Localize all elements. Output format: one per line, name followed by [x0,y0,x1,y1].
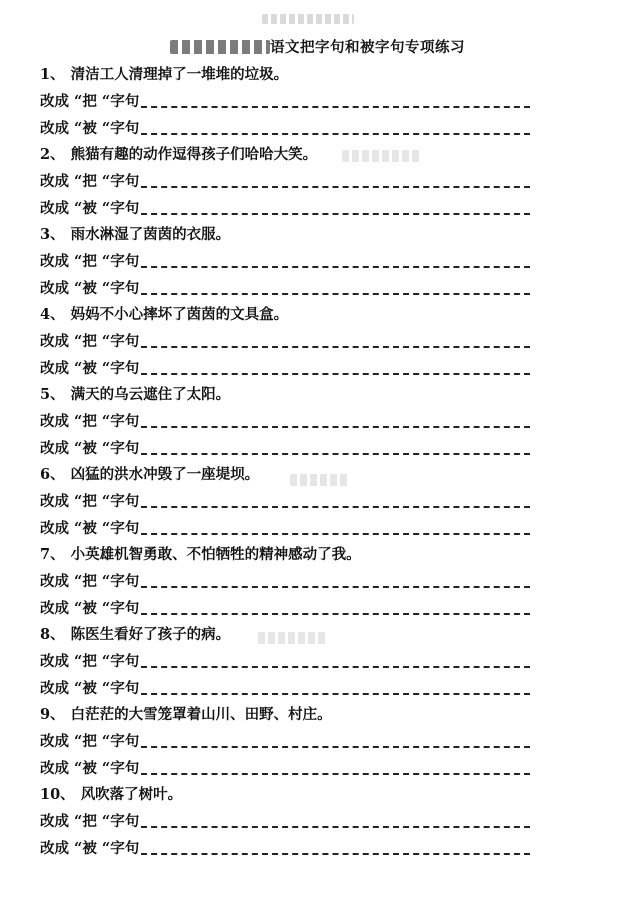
answer-blank[interactable] [141,746,530,748]
ba-answer-row [40,88,530,115]
exercise-item [40,62,530,142]
ba-label: 改成 “把 “字句 [40,253,140,270]
exercise-list [40,62,530,862]
exercise-item [40,622,530,702]
question-sentence [40,782,530,808]
question-number: 4、 [40,306,65,323]
bei-label: 改成 “被 “字句 [40,840,140,857]
answer-blank[interactable] [141,586,530,588]
bei-label: 改成 “被 “字句 [40,280,140,297]
exercise-item [40,542,530,622]
answer-blank[interactable] [141,693,530,695]
bei-answer-row [40,195,530,222]
question-text: 陈医生看好了孩子的病。 [70,626,231,643]
question-number: 2、 [40,146,65,163]
bei-label: 改成 “被 “字句 [40,440,140,457]
bei-answer-row [40,755,530,782]
answer-blank[interactable] [141,213,530,215]
answer-blank[interactable] [141,426,530,428]
ba-label: 改成 “把 “字句 [40,493,140,510]
question-sentence [40,302,530,328]
ba-answer-row [40,408,530,435]
worksheet-title: 语文把字句和被字句专项练习 [270,39,465,56]
question-number: 5、 [40,386,65,403]
question-number: 8、 [40,626,65,643]
answer-blank[interactable] [141,773,530,775]
exercise-item [40,142,530,222]
question-text: 雨水淋湿了茵茵的衣服。 [70,226,231,243]
question-sentence [40,222,530,248]
bei-answer-row [40,595,530,622]
answer-blank[interactable] [141,666,530,668]
ba-answer-row [40,568,530,595]
ba-label: 改成 “把 “字句 [40,413,140,430]
question-sentence [40,622,530,648]
answer-blank[interactable] [141,133,530,135]
question-number: 7、 [40,546,65,563]
exercise-item [40,782,530,862]
bei-label: 改成 “被 “字句 [40,760,140,777]
exercise-item [40,302,530,382]
bei-label: 改成 “被 “字句 [40,520,140,537]
answer-blank[interactable] [141,373,530,375]
answer-blank[interactable] [141,293,530,295]
question-number: 6、 [40,466,65,483]
ba-answer-row [40,168,530,195]
answer-blank[interactable] [141,346,530,348]
bei-label: 改成 “被 “字句 [40,360,140,377]
question-text: 满天的乌云遮住了太阳。 [70,386,231,403]
question-text: 熊猫有趣的动作逗得孩子们哈哈大笑。 [70,146,318,163]
bei-answer-row [40,355,530,382]
ba-label: 改成 “把 “字句 [40,733,140,750]
answer-blank[interactable] [141,453,530,455]
question-text: 凶猛的洪水冲毁了一座堤坝。 [70,466,260,483]
ba-answer-row [40,488,530,515]
ba-label: 改成 “把 “字句 [40,653,140,670]
bei-label: 改成 “被 “字句 [40,120,140,137]
question-sentence [40,462,530,488]
ba-label: 改成 “把 “字句 [40,93,140,110]
question-sentence [40,382,530,408]
ba-answer-row [40,728,530,755]
bei-answer-row [40,675,530,702]
bei-answer-row [40,275,530,302]
question-text: 白茫茫的大雪笼罩着山川、田野、村庄。 [70,706,332,723]
answer-blank[interactable] [141,506,530,508]
ba-label: 改成 “把 “字句 [40,333,140,350]
ba-label: 改成 “把 “字句 [40,813,140,830]
answer-blank[interactable] [141,186,530,188]
question-sentence [40,542,530,568]
bei-label: 改成 “被 “字句 [40,600,140,617]
answer-blank[interactable] [141,826,530,828]
question-number: 10、 [40,786,75,803]
question-sentence [40,62,530,88]
bei-label: 改成 “被 “字句 [40,680,140,697]
answer-blank[interactable] [141,853,530,855]
ba-answer-row [40,328,530,355]
answer-blank[interactable] [141,266,530,268]
header-smudge [262,14,354,24]
answer-blank[interactable] [141,533,530,535]
answer-blank[interactable] [141,613,530,615]
exercise-item [40,222,530,302]
exercise-item [40,382,530,462]
bei-answer-row [40,115,530,142]
question-sentence [40,702,530,728]
ba-label: 改成 “把 “字句 [40,173,140,190]
bei-answer-row [40,835,530,862]
question-text: 风吹落了树叶。 [80,786,183,803]
exercise-item [40,462,530,542]
question-number: 1、 [40,66,65,83]
ba-answer-row [40,808,530,835]
ba-answer-row [40,248,530,275]
bei-answer-row [40,515,530,542]
bei-label: 改成 “被 “字句 [40,200,140,217]
question-text: 小英雄机智勇敢、不怕牺牲的精神感动了我。 [70,546,361,563]
question-number: 3、 [40,226,65,243]
question-text: 妈妈不小心摔坏了茵茵的文具盒。 [70,306,289,323]
ba-label: 改成 “把 “字句 [40,573,140,590]
ba-answer-row [40,648,530,675]
question-text: 清洁工人清理掉了一堆堆的垃圾。 [70,66,289,83]
exercise-item [40,702,530,782]
question-number: 9、 [40,706,65,723]
bei-answer-row [40,435,530,462]
question-sentence [40,142,530,168]
answer-blank[interactable] [141,106,530,108]
